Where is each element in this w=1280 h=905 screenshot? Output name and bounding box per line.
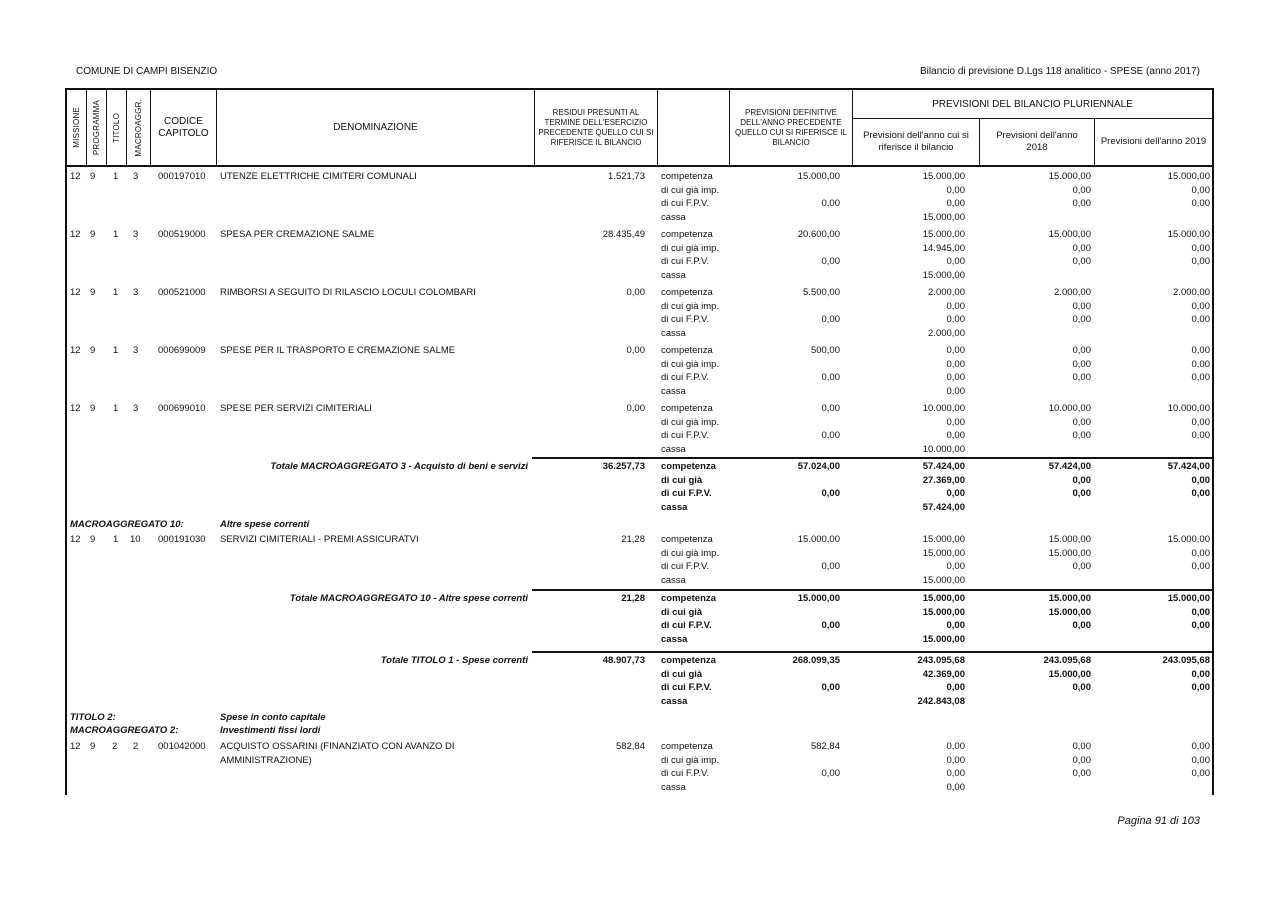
section-titolo-code: TITOLO 2: xyxy=(70,712,116,723)
programma: 9 xyxy=(90,741,96,752)
label-cassa: cassa xyxy=(661,385,686,397)
prev-def-fpv: 0,00 xyxy=(821,768,840,779)
anno-competenza: 15.000,00 xyxy=(922,593,965,604)
label-fpv: di cui F.P.V. xyxy=(661,198,710,209)
prev-def-fpv: 0,00 xyxy=(821,256,840,267)
total-separator xyxy=(532,457,1214,459)
titolo: 2 xyxy=(112,741,118,752)
y2018-fpv: 0,00 xyxy=(1072,256,1091,267)
y2018-fpv: 0,00 xyxy=(1072,561,1091,572)
prev-def-fpv: 0,00 xyxy=(821,430,840,441)
y2019-competenza: 0,00 xyxy=(1191,345,1210,356)
label-competenza: competenza xyxy=(661,534,713,545)
missione: 12 xyxy=(70,403,81,414)
y2019-fpv: 0,00 xyxy=(1191,430,1210,441)
col-pluriennale-group: PREVISIONI DEL BILANCIO PLURIENNALE xyxy=(852,90,1212,119)
prev-def-fpv: 0,00 xyxy=(821,372,840,383)
y2019-competenza: 0,00 xyxy=(1191,741,1210,752)
y2018-gia-imp: 0,00 xyxy=(1072,242,1091,254)
residui: 21,28 xyxy=(621,534,645,545)
y2018-gia-imp: 0,00 xyxy=(1072,300,1091,312)
y2019-competenza: 15.000,00 xyxy=(1167,171,1210,182)
prev-def-competenza: 500,00 xyxy=(810,345,840,356)
y2018-gia-imp: 0,00 xyxy=(1072,358,1091,370)
missione: 12 xyxy=(70,229,81,240)
label-fpv: di cui F.P.V. xyxy=(661,682,712,693)
programma: 9 xyxy=(90,345,96,356)
col-macroaggr xyxy=(126,90,150,165)
codice-capitolo: 000521000 xyxy=(158,287,206,298)
anno-cassa: 15.000,00 xyxy=(922,633,965,645)
anno-gia-imp: 0,00 xyxy=(946,358,965,370)
anno-gia-imp: 14.945,00 xyxy=(922,242,965,254)
anno-fpv: 0,00 xyxy=(946,198,965,209)
label-cassa: cassa xyxy=(661,211,686,223)
programma: 9 xyxy=(90,229,96,240)
label-competenza: competenza xyxy=(661,461,716,472)
y2018-competenza: 15.000,00 xyxy=(1048,534,1091,545)
anno-cassa: 15.000,00 xyxy=(922,211,965,223)
label-gia: di cui già xyxy=(661,474,703,486)
programma: 9 xyxy=(90,171,96,182)
label-fpv: di cui F.P.V. xyxy=(661,372,710,383)
label-competenza: competenza xyxy=(661,229,713,240)
codice-capitolo: 000699009 xyxy=(158,345,206,356)
document-title: Bilancio di previsione D.Lgs 118 analitico - SPESE (anno 2017) xyxy=(920,66,1200,77)
denominazione: UTENZE ELETTRICHE CIMITERI COMUNALI xyxy=(220,171,417,182)
y2018-fpv: 0,00 xyxy=(1072,682,1091,693)
y2018-competenza: 10.000,00 xyxy=(1048,403,1091,414)
denominazione-line1: ACQUISTO OSSARINI (FINANZIATO CON AVANZO DI xyxy=(220,741,455,752)
total-label: Totale MACROAGGREGATO 3 - Acquisto di beni e servizi xyxy=(270,461,528,472)
programma: 9 xyxy=(90,287,96,298)
anno-fpv: 0,00 xyxy=(946,488,965,499)
label-cassa: cassa xyxy=(661,633,688,645)
y2019-gia-imp: 0,00 xyxy=(1191,300,1210,312)
y2019-fpv: 0,00 xyxy=(1191,198,1210,209)
programma: 9 xyxy=(90,534,96,545)
y2018-competenza: 15.000,00 xyxy=(1048,171,1091,182)
anno-gia-imp: 0,00 xyxy=(946,754,965,766)
label-competenza: competenza xyxy=(661,345,713,356)
label-gia-imp: di cui già imp. xyxy=(661,416,720,428)
residui: 582,84 xyxy=(615,741,645,752)
anno-cassa: 15.000,00 xyxy=(922,269,965,281)
y2018-gia-imp: 15.000,00 xyxy=(1048,547,1091,559)
col-macroaggr-label: MACROAGGR. xyxy=(133,98,143,157)
entity-name: COMUNE DI CAMPI BISENZIO xyxy=(76,66,218,77)
titolo: 1 xyxy=(113,403,119,414)
prev-def-competenza: 20.600,00 xyxy=(797,229,840,240)
prev-def-competenza: 5.500,00 xyxy=(803,287,840,298)
table-header xyxy=(65,88,1214,167)
y2019-gia-imp: 0,00 xyxy=(1191,547,1210,559)
y2018-fpv: 0,00 xyxy=(1072,768,1091,779)
anno-fpv: 0,00 xyxy=(946,256,965,267)
prev-def-competenza: 582,84 xyxy=(810,741,840,752)
titolo: 1 xyxy=(113,534,119,545)
label-gia-imp: di cui già imp. xyxy=(661,547,720,559)
residui: 0,00 xyxy=(626,287,645,298)
anno-gia: 15.000,00 xyxy=(922,606,965,618)
y2018-gia: 0,00 xyxy=(1072,474,1091,486)
anno-fpv: 0,00 xyxy=(946,620,965,631)
total-residui: 36.257,73 xyxy=(602,461,645,472)
label-cassa: cassa xyxy=(661,695,688,707)
y2019-fpv: 0,00 xyxy=(1191,314,1210,325)
anno-cassa: 2.000,00 xyxy=(928,327,965,339)
residui: 0,00 xyxy=(626,403,645,414)
missione: 12 xyxy=(70,741,81,752)
col-titolo xyxy=(106,90,126,165)
label-competenza: competenza xyxy=(661,655,716,666)
titolo: 1 xyxy=(113,345,119,356)
codice-capitolo: 000197010 xyxy=(158,171,206,182)
total-separator xyxy=(532,651,1214,653)
macroaggr: 10 xyxy=(130,534,141,545)
y2018-competenza: 2.000,00 xyxy=(1054,287,1091,298)
codice-capitolo: 001042000 xyxy=(158,741,206,752)
prev-def-fpv: 0,00 xyxy=(821,682,840,693)
anno-cassa: 242.843,08 xyxy=(917,695,965,707)
prev-def-fpv: 0,00 xyxy=(821,620,840,631)
y2019-gia-imp: 0,00 xyxy=(1191,184,1210,196)
denominazione: RIMBORSI A SEGUITO DI RILASCIO LOCULI COLOMBARI xyxy=(220,287,476,298)
y2018-fpv: 0,00 xyxy=(1072,198,1091,209)
anno-cassa: 0,00 xyxy=(946,385,965,397)
label-gia-imp: di cui già imp. xyxy=(661,242,720,254)
col-titolo-label: TITOLO xyxy=(111,112,121,143)
y2019-competenza: 15.000,00 xyxy=(1167,593,1210,604)
macroaggr: 3 xyxy=(133,171,139,182)
y2018-competenza: 243.095,68 xyxy=(1043,655,1091,666)
col-previsioni-definitive: PREVISIONI DEFINITIVE DELL'ANNO PRECEDENTE QUELLO CUI SI RIFERISCE IL BILANCIO xyxy=(729,90,852,165)
anno-cassa: 10.000,00 xyxy=(922,443,965,455)
prev-def-fpv: 0,00 xyxy=(821,198,840,209)
label-cassa: cassa xyxy=(661,781,686,793)
anno-fpv: 0,00 xyxy=(946,561,965,572)
y2018-gia-imp: 0,00 xyxy=(1072,754,1091,766)
label-competenza: competenza xyxy=(661,287,713,298)
anno-fpv: 0,00 xyxy=(946,682,965,693)
macroaggr: 2 xyxy=(133,741,139,752)
y2018-competenza: 57.424,00 xyxy=(1048,461,1091,472)
anno-gia-imp: 0,00 xyxy=(946,416,965,428)
y2018-fpv: 0,00 xyxy=(1072,488,1091,499)
anno-competenza: 57.424,00 xyxy=(922,461,965,472)
label-gia-imp: di cui già imp. xyxy=(661,358,720,370)
anno-fpv: 0,00 xyxy=(946,768,965,779)
y2018-competenza: 0,00 xyxy=(1072,741,1091,752)
label-cassa: cassa xyxy=(661,574,686,586)
anno-fpv: 0,00 xyxy=(946,314,965,325)
label-cassa: cassa xyxy=(661,443,686,455)
anno-gia-imp: 0,00 xyxy=(946,300,965,312)
macroaggr: 3 xyxy=(133,287,139,298)
anno-competenza: 15.000,00 xyxy=(922,229,965,240)
prev-def-competenza: 268.099,35 xyxy=(792,655,840,666)
label-fpv: di cui F.P.V. xyxy=(661,314,710,325)
label-competenza: competenza xyxy=(661,593,716,604)
label-fpv: di cui F.P.V. xyxy=(661,488,712,499)
total-separator xyxy=(532,589,1214,591)
residui: 0,00 xyxy=(626,345,645,356)
col-codice-capitolo: CODICE CAPITOLO xyxy=(150,90,216,165)
y2019-gia: 0,00 xyxy=(1191,606,1210,618)
denominazione-line2: AMMINISTRAZIONE) xyxy=(220,754,312,766)
label-gia-imp: di cui già imp. xyxy=(661,184,720,196)
label-fpv: di cui F.P.V. xyxy=(661,561,710,572)
section-titolo-name: Spese in conto capitale xyxy=(220,712,326,723)
y2018-fpv: 0,00 xyxy=(1072,620,1091,631)
col-missione xyxy=(67,90,86,165)
y2019-gia-imp: 0,00 xyxy=(1191,358,1210,370)
prev-def-fpv: 0,00 xyxy=(821,561,840,572)
y2019-competenza: 243.095,68 xyxy=(1162,655,1210,666)
y2018-competenza: 15.000,00 xyxy=(1048,593,1091,604)
codice-capitolo: 000699010 xyxy=(158,403,206,414)
label-competenza: competenza xyxy=(661,403,713,414)
anno-competenza: 15.000,00 xyxy=(922,171,965,182)
y2019-competenza: 57.424,00 xyxy=(1167,461,1210,472)
y2019-gia-imp: 0,00 xyxy=(1191,242,1210,254)
prev-def-competenza: 15.000,00 xyxy=(797,593,840,604)
col-missione-label: MISSIONE xyxy=(71,107,81,148)
missione: 12 xyxy=(70,534,81,545)
section-code: MACROAGGREGATO 10: xyxy=(70,519,184,530)
prev-def-competenza: 15.000,00 xyxy=(797,534,840,545)
y2018-fpv: 0,00 xyxy=(1072,314,1091,325)
anno-gia: 42.369,00 xyxy=(922,668,965,680)
y2019-gia-imp: 0,00 xyxy=(1191,416,1210,428)
label-gia-imp: di cui già imp. xyxy=(661,754,720,766)
prev-def-competenza: 15.000,00 xyxy=(797,171,840,182)
denominazione: SPESE PER IL TRASPORTO E CREMAZIONE SALME xyxy=(220,345,456,356)
y2019-fpv: 0,00 xyxy=(1191,620,1210,631)
y2019-competenza: 2.000,00 xyxy=(1173,287,1210,298)
missione: 12 xyxy=(70,171,81,182)
label-fpv: di cui F.P.V. xyxy=(661,620,712,631)
total-label: Totale MACROAGGREGATO 10 - Altre spese correnti xyxy=(289,593,528,604)
anno-gia-imp: 0,00 xyxy=(946,184,965,196)
anno-fpv: 0,00 xyxy=(946,430,965,441)
label-gia: di cui già xyxy=(661,668,703,680)
y2018-gia: 15.000,00 xyxy=(1048,668,1091,680)
y2019-gia: 0,00 xyxy=(1191,474,1210,486)
y2018-competenza: 15.000,00 xyxy=(1048,229,1091,240)
label-fpv: di cui F.P.V. xyxy=(661,256,710,267)
total-label: Totale TITOLO 1 - Spese correnti xyxy=(380,655,528,666)
section-macro-code: MACROAGGREGATO 2: xyxy=(70,725,179,736)
y2018-competenza: 0,00 xyxy=(1072,345,1091,356)
anno-competenza: 243.095,68 xyxy=(917,655,965,666)
col-prev-2019: Previsioni dell'anno 2019 xyxy=(1094,119,1212,165)
denominazione: SPESA PER CREMAZIONE SALME xyxy=(220,229,375,240)
titolo: 1 xyxy=(113,229,119,240)
anno-competenza: 10.000,00 xyxy=(922,403,965,414)
missione: 12 xyxy=(70,345,81,356)
col-programma xyxy=(86,90,106,165)
codice-capitolo: 000191030 xyxy=(158,534,206,545)
section-macro-name: Investimenti fissi lordi xyxy=(220,725,321,736)
titolo: 1 xyxy=(113,171,119,182)
anno-fpv: 0,00 xyxy=(946,372,965,383)
anno-gia: 27.369,00 xyxy=(922,474,965,486)
y2019-competenza: 10.000,00 xyxy=(1167,403,1210,414)
label-cassa: cassa xyxy=(661,501,688,513)
residui: 1.521,73 xyxy=(608,171,645,182)
titolo: 1 xyxy=(113,287,119,298)
anno-competenza: 15.000,00 xyxy=(922,534,965,545)
prev-def-competenza: 57.024,00 xyxy=(797,461,840,472)
col-blank xyxy=(657,90,729,165)
codice-capitolo: 000519000 xyxy=(158,229,206,240)
y2018-fpv: 0,00 xyxy=(1072,372,1091,383)
y2018-fpv: 0,00 xyxy=(1072,430,1091,441)
label-gia-imp: di cui già imp. xyxy=(661,300,720,312)
label-cassa: cassa xyxy=(661,327,686,339)
macroaggr: 3 xyxy=(133,403,139,414)
denominazione: SPESE PER SERVIZI CIMITERIALI xyxy=(220,403,372,414)
missione: 12 xyxy=(70,287,81,298)
prev-def-fpv: 0,00 xyxy=(821,314,840,325)
page-number: Pagina 91 di 103 xyxy=(1117,815,1200,827)
y2019-gia-imp: 0,00 xyxy=(1191,754,1210,766)
y2019-gia: 0,00 xyxy=(1191,668,1210,680)
label-fpv: di cui F.P.V. xyxy=(661,768,710,779)
label-competenza: competenza xyxy=(661,741,713,752)
anno-cassa: 0,00 xyxy=(946,781,965,793)
col-prev-anno-corrente: Previsioni dell'anno cui si riferisce il bilancio xyxy=(852,119,979,165)
table-border-left xyxy=(65,166,67,795)
section-name: Altre spese correnti xyxy=(220,519,310,530)
col-residui: RESIDUI PRESUNTI AL TERMINE DELL'ESERCIZIO PRECEDENTE QUELLO CUI SI RIFERISCE IL BILANCIO xyxy=(534,90,657,165)
y2018-gia-imp: 0,00 xyxy=(1072,416,1091,428)
total-residui: 21,28 xyxy=(621,593,645,604)
anno-cassa: 15.000,00 xyxy=(922,574,965,586)
denominazione: SERVIZI CIMITERIALI - PREMI ASSICURATVI xyxy=(220,534,419,545)
y2018-gia: 15.000,00 xyxy=(1048,606,1091,618)
prev-def-fpv: 0,00 xyxy=(821,488,840,499)
table-border-right xyxy=(1212,166,1214,795)
y2018-gia-imp: 0,00 xyxy=(1072,184,1091,196)
label-gia: di cui già xyxy=(661,606,703,618)
anno-competenza: 0,00 xyxy=(946,345,965,356)
y2019-competenza: 15.000,00 xyxy=(1167,229,1210,240)
total-residui: 48.907,73 xyxy=(602,655,645,666)
anno-competenza: 2.000,00 xyxy=(928,287,965,298)
y2019-fpv: 0,00 xyxy=(1191,682,1210,693)
y2019-fpv: 0,00 xyxy=(1191,768,1210,779)
macroaggr: 3 xyxy=(133,345,139,356)
y2019-fpv: 0,00 xyxy=(1191,561,1210,572)
label-fpv: di cui F.P.V. xyxy=(661,430,710,441)
residui: 28.435,49 xyxy=(602,229,645,240)
anno-gia-imp: 15.000,00 xyxy=(922,547,965,559)
col-denominazione: DENOMINAZIONE xyxy=(216,90,534,165)
y2019-competenza: 15.000,00 xyxy=(1167,534,1210,545)
programma: 9 xyxy=(90,403,96,414)
col-programma-label: PROGRAMMA xyxy=(91,99,101,156)
macroaggr: 3 xyxy=(133,229,139,240)
y2019-fpv: 0,00 xyxy=(1191,256,1210,267)
label-competenza: competenza xyxy=(661,171,713,182)
y2019-fpv: 0,00 xyxy=(1191,488,1210,499)
col-prev-2018: Previsioni dell'anno 2018 xyxy=(979,119,1094,165)
anno-competenza: 0,00 xyxy=(946,741,965,752)
anno-cassa: 57.424,00 xyxy=(922,501,965,513)
prev-def-competenza: 0,00 xyxy=(821,403,840,414)
label-cassa: cassa xyxy=(661,269,686,281)
y2019-fpv: 0,00 xyxy=(1191,372,1210,383)
